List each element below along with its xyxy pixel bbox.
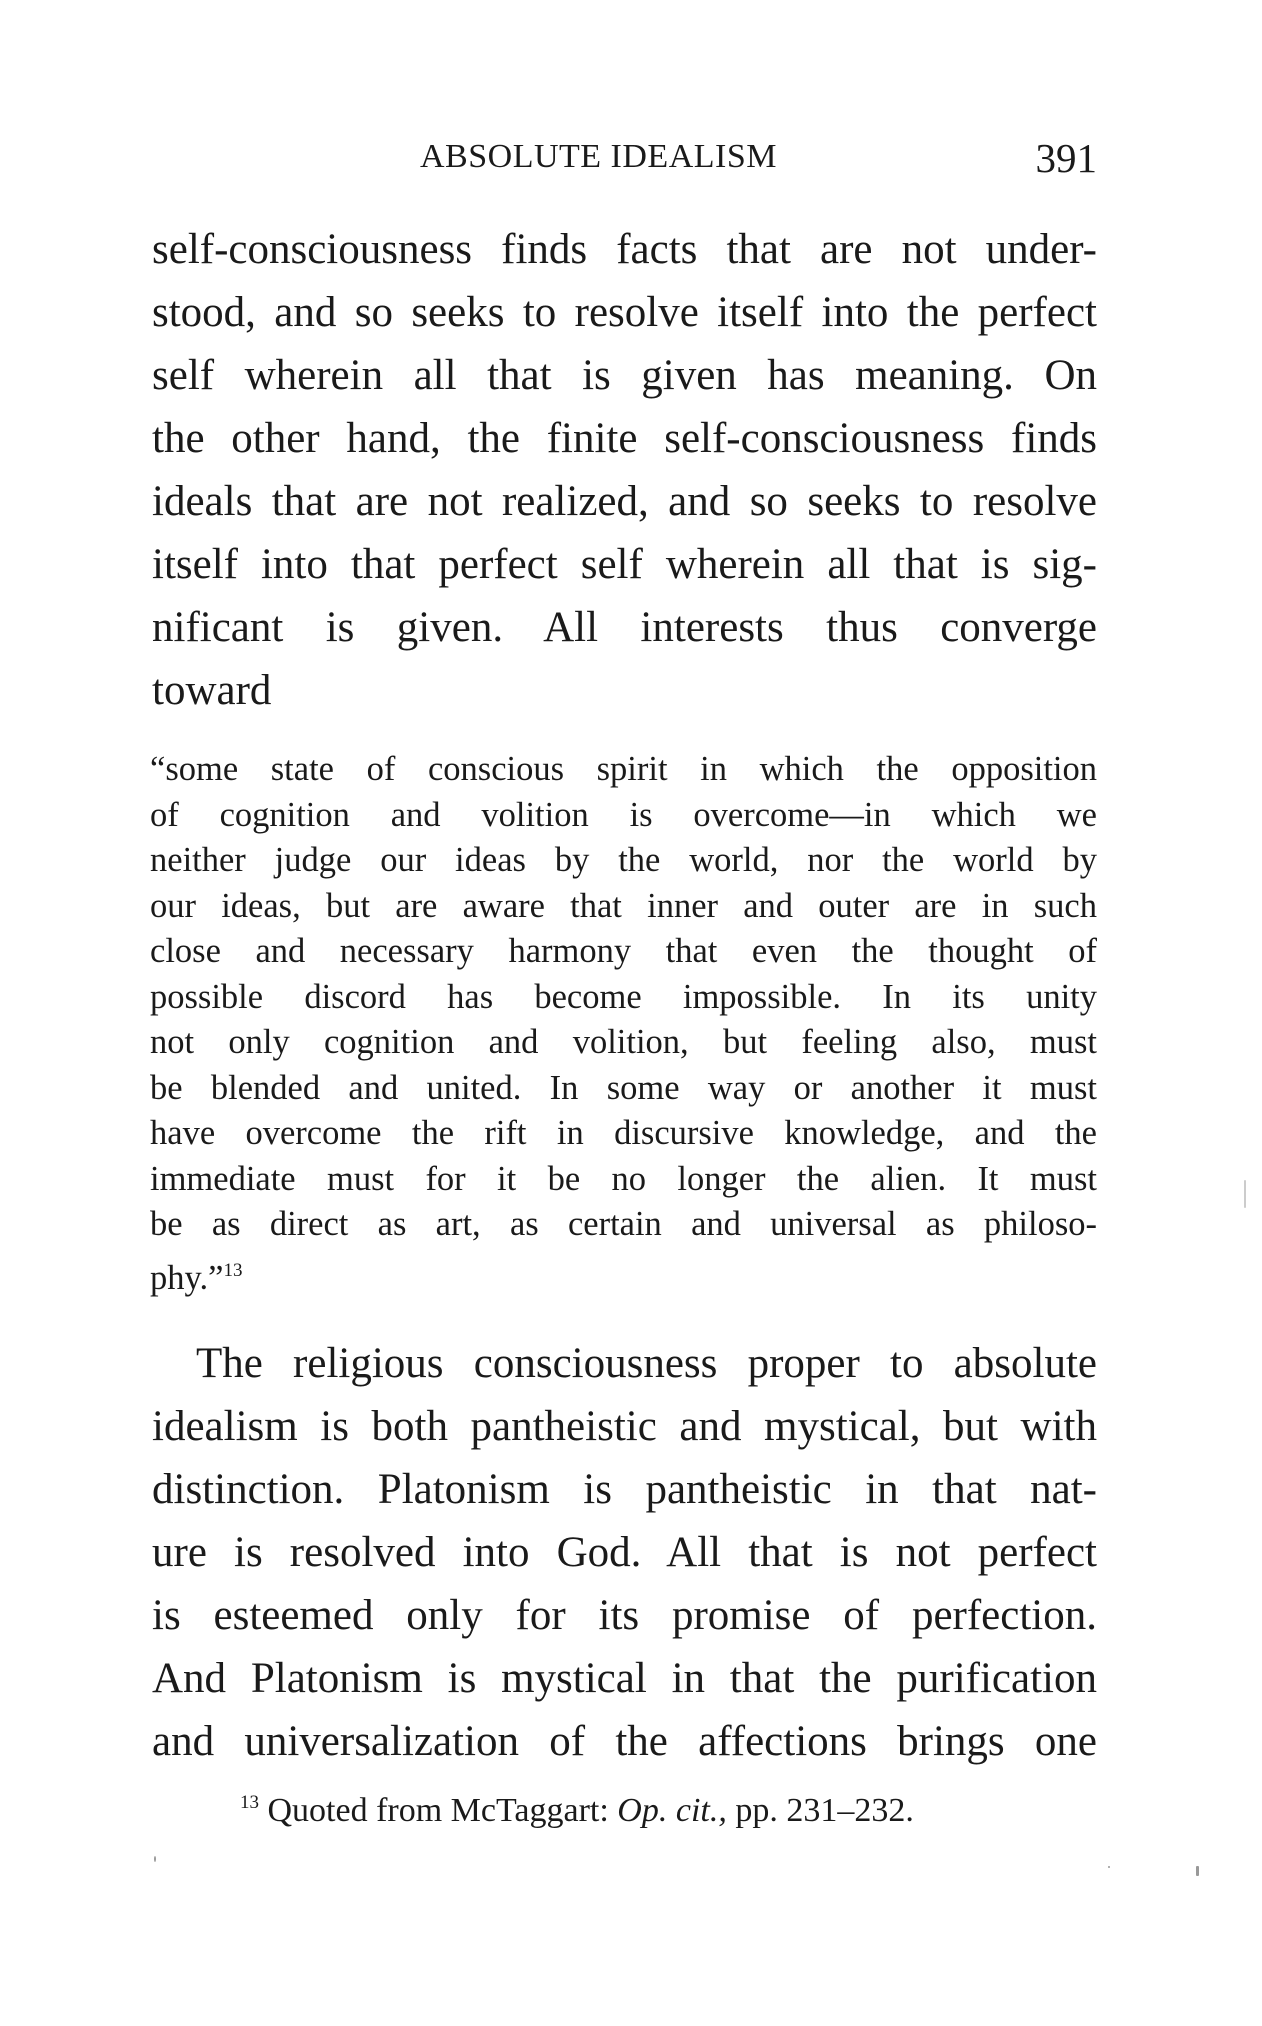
text-line: is esteemed only for its promise of perfection. xyxy=(152,1592,1097,1639)
quote-line: have overcome the rift in discursive knowledge, and the xyxy=(150,1114,1097,1152)
text-line: And Platonism is mystical in that the purification xyxy=(152,1655,1097,1702)
quote-line: immediate must for it be no longer the alien. It must xyxy=(150,1159,1097,1198)
quote-line: of cognition and volition is overcome—in which we xyxy=(150,795,1097,834)
footnote-text: Quoted from McTaggart: xyxy=(267,1792,618,1829)
footnote-pages: pp. 231–232. xyxy=(726,1792,914,1829)
text-line: itself into that perfect self wherein all that is sig- xyxy=(152,541,1097,588)
footnote-italic: Op. cit., xyxy=(617,1792,727,1829)
quote-line: be blended and united. In some way or another it must xyxy=(150,1068,1097,1107)
text-line: idealism is both pantheistic and mystical, but with xyxy=(152,1403,1097,1450)
text-line: stood, and so seeks to resolve itself into the perfect xyxy=(152,289,1097,336)
text-line: nificant is given. All interests thus converge xyxy=(152,604,1097,651)
text-line: toward xyxy=(152,667,272,714)
quote-line: be as direct as art, as certain and universal as philoso- xyxy=(150,1205,1097,1243)
footnote-number: 13 xyxy=(240,1792,259,1813)
quote-last-line xyxy=(150,1248,1097,1302)
quote-line: neither judge our ideas by the world, nor the world by xyxy=(150,841,1097,879)
quote-line: close and necessary harmony that even the thought of xyxy=(150,932,1097,970)
text-line: the other hand, the finite self-consciousness finds xyxy=(152,415,1097,462)
text-line: distinction. Platonism is pantheistic in that nat- xyxy=(152,1466,1097,1513)
text-line: The religious consciousness proper to absolute xyxy=(196,1340,1097,1387)
print-speck xyxy=(1196,1866,1199,1876)
text-line: self-consciousness finds facts that are not under- xyxy=(152,226,1097,273)
quote-line: “some state of conscious spirit in which the opposition xyxy=(150,750,1097,788)
quote-line: possible discord has become impossible. In its unity xyxy=(150,977,1097,1016)
text-line: self wherein all that is given has meaning. On xyxy=(152,352,1097,399)
quote-line: our ideas, but are aware that inner and outer are in such xyxy=(150,886,1097,925)
footnote-reference: 13 xyxy=(223,1259,243,1281)
paragraph-2 xyxy=(152,1332,1097,1773)
paragraph-1 xyxy=(152,218,1097,722)
running-title: ABSOLUTE IDEALISM xyxy=(420,138,777,175)
print-speck xyxy=(1244,1180,1246,1208)
quote-last-text: phy.” xyxy=(150,1258,224,1297)
text-line: and universalization of the affections brings one xyxy=(152,1718,1097,1765)
print-speck xyxy=(1108,1866,1110,1868)
text-line: ure is resolved into God. All that is not perfect xyxy=(152,1529,1097,1576)
running-head xyxy=(152,134,1097,184)
quote-line: not only cognition and volition, but feeling also, must xyxy=(150,1023,1097,1061)
print-speck xyxy=(154,1856,156,1862)
text-line: ideals that are not realized, and so seeks to resolve xyxy=(152,478,1097,525)
block-quote xyxy=(150,747,1097,1301)
page-number: 391 xyxy=(1035,135,1097,181)
footnote xyxy=(240,1792,914,1830)
